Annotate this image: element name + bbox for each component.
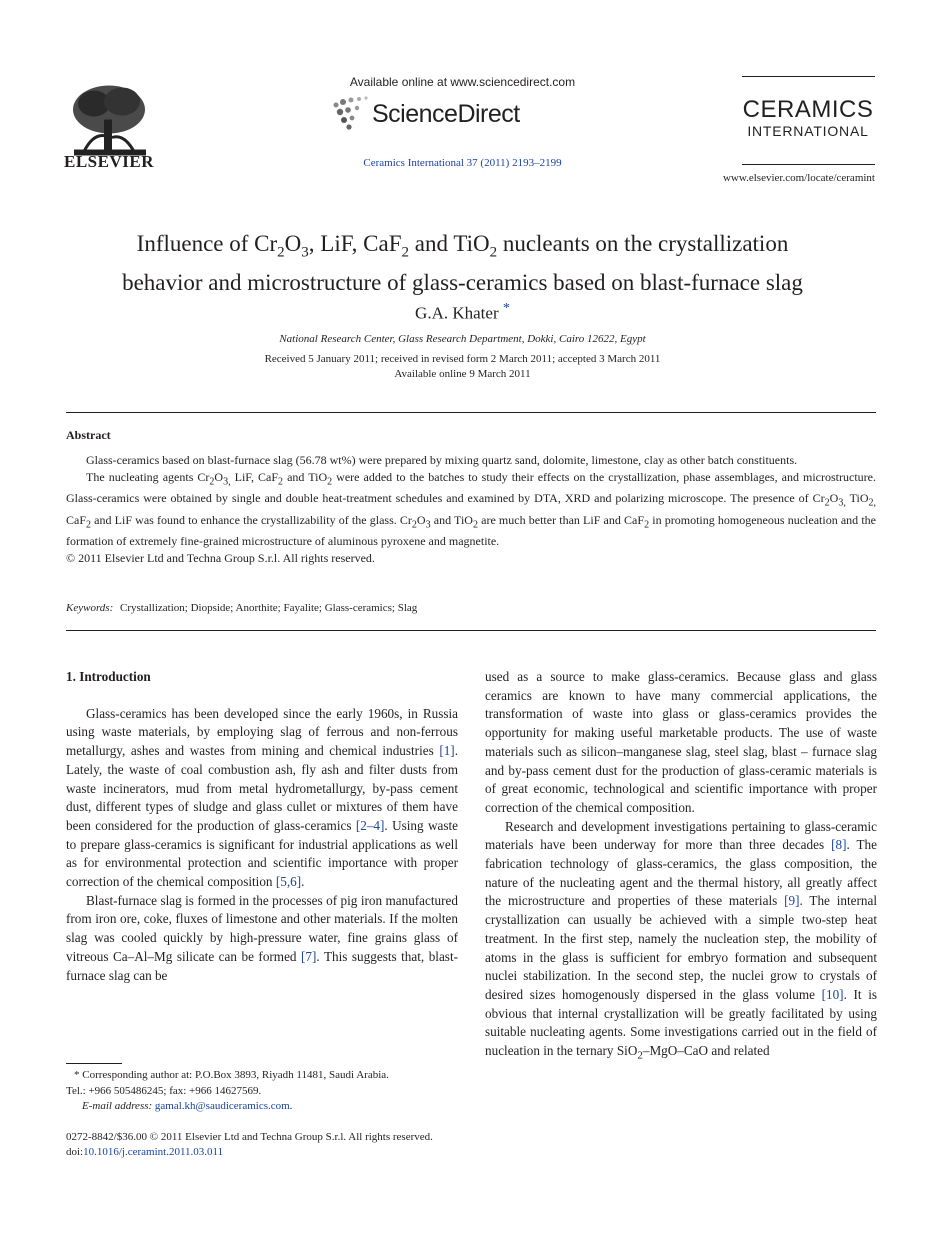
article-dates — [0, 352, 925, 382]
available-online: Available online at www.sciencedirect.com — [349, 75, 576, 89]
intro-paragraph-2-cont: used as a source to make glass-ceramics. Because glass and glass ceramics are known to have many commercial applications, the transformation of waste into glass or glass-ceramics provides the opportunity for making useful marketable products. The use of waste materials such as silicon–manganese slag, steel slag, blast – furnace slag and by-pass cement dust for the production of glass-ceramic materials is of great economic, technological and scientific importance with proper correction of the chemical composition. — [485, 669, 877, 815]
keywords-list: Crystallization; Diopside; Anorthite; Fayalite; Glass-ceramics; Slag — [120, 602, 418, 614]
footnote-email: E-mail address: gamal.kh@saudiceramics.com. — [82, 1100, 293, 1112]
page-header — [0, 0, 925, 195]
intro-p2b: . This suggests that, blast-furnace slag can be — [66, 948, 458, 983]
ref-link-8[interactable]: [8] — [831, 837, 847, 853]
journal-logo-bottom-rule — [742, 164, 875, 165]
intro-p1c: . Using waste to prepare glass-ceramics is significant for industrial applications as well as for environmental protection and scientific importance with proper correction of the chemical composition — [66, 817, 458, 890]
intro-paragraph-3: Research and development investigations pertaining to glass-ceramic materials have been underway for more than three decades [8]. The fabrication technology of glass-ceramics, the glass composition, the nature of the nucleating agent and the thermal history, all greatly affect the microstructure and properties of these materials [9]. The internal crystallization can usually be achieved with a simple two-step heat treatment. In the first step, namely the nucleation step, the mobility of atoms in the glass is sufficient for embryo formation and subsequent nuclei stabilization. In the second step, the nuclei grow to crystals of desired sizes homogenously dispersed in the glass volume [10]. It is obvious that internal crystallization will be greatly facilitated by using suitable nucleating agents. Some investigations carried out in the field of nucleation in the ternary SiO$_2$–MgO–CaO and related — [485, 818, 878, 1062]
ref-link-10[interactable]: [10] — [821, 986, 844, 1002]
intro-r2e: –MgO–CaO and related — [642, 1043, 770, 1059]
intro-p2a: Blast-furnace slag is formed in the processes of pig iron manufactured from iron ore, coke, fluxes of limestone and other materials. If the molten slag was cooled quickly by high-pressure water, fine grains glass of vitreous Ca–Al–Mg silicate can be formed — [66, 892, 458, 964]
intro-paragraph-2 — [66, 892, 458, 986]
email-link[interactable]: gamal.kh@saudiceramics.com — [154, 1100, 290, 1112]
abstract-p2-end: in promoting homogeneous nucleation and the formation of extremely fine-grained microstructure of aluminous pyroxene and magnetite. — [66, 512, 877, 549]
footnote-line2: Tel.: +966 505486245; fax: +966 14627569. — [66, 1084, 262, 1097]
ref-link-5-6[interactable]: [5,6] — [275, 874, 302, 890]
intro-p1b: . Lately, the waste of coal combustion ash, fly ash and filter dusts from waste incinerators, mud from metal hydrometallurgy, by-pass cement dust, different types of sludge and glass cullet or mixtures of them have been considered for the production of glass-ceramics — [66, 743, 458, 833]
journal-logo — [740, 97, 876, 139]
sciencedirect-logo: ScienceDirect — [372, 100, 520, 128]
journal-url: www.elsevier.com/locate/ceramint — [722, 172, 875, 184]
ref-link-9[interactable]: [9] — [784, 893, 800, 909]
abstract-copyright-text: 2011 Elsevier Ltd and Techna Group S.r.l. All rights reserved. — [78, 551, 375, 566]
footnote-rule — [66, 1063, 122, 1064]
author-footnote-mark[interactable]: * — [502, 300, 510, 316]
footnote-line1: * Corresponding author at: P.O.Box 3893, Riyadh 11481, Saudi Arabia. — [74, 1069, 389, 1081]
abstract-heading: Abstract — [66, 428, 111, 442]
abstract-top-rule — [66, 412, 876, 413]
title-line1: Influence of $Cr_2O_3$, LiF, CaF$_2$ and TiO$_2$ nucleants on the crystallization — [136, 231, 789, 261]
journal-logo-top-rule — [742, 76, 875, 77]
intro-r2d: . It is obvious that internal crystallization will be greatly facilitated by using suitable nucleating agents. Some investigations carried out in the field of nucleation in the ternary SiO — [485, 986, 878, 1059]
intro-p1a: Glass-ceramics has been developed since the early 1960s, in Russia using waste materials, by employing slag of ferrous and non-ferrous metallurgy, ashes and wastes from mining and chemical industries — [66, 705, 458, 759]
keywords — [66, 602, 417, 614]
footnote — [66, 1068, 466, 1115]
page-footer — [66, 1130, 433, 1160]
affiliation: National Research Center, Glass Research Department, Dokki, Cairo 12622, Egypt — [279, 333, 646, 345]
abstract-bottom-rule — [66, 630, 876, 631]
title-line2: behavior and microstructure of glass-ceramics based on blast-furnace slag — [122, 269, 803, 295]
ref-link-1[interactable]: [1] — [439, 743, 455, 759]
journal-logo-line1: CERAMICS — [742, 96, 874, 123]
doi-link[interactable]: 10.1016/j.ceramint.2011.03.011 — [83, 1146, 224, 1158]
copyright-icon: © — [66, 551, 76, 566]
doi-label: doi: — [66, 1146, 84, 1158]
article-title — [40, 229, 885, 298]
ref-link-7[interactable]: [7] — [301, 948, 317, 964]
copyright-icon: © — [149, 1131, 159, 1143]
abstract-copyright — [66, 550, 876, 567]
ref-link-2-4[interactable]: [2–4] — [355, 817, 385, 833]
footer-doi-line — [66, 1145, 433, 1160]
publisher-name: ELSEVIER — [64, 152, 154, 171]
body-column-left — [66, 668, 458, 985]
abstract-p2: The nucleating agents $Cr_2O_{3,}$ LiF, CaF$_2$ and TiO$_2$ were added to the batches to study their effects on the crystallization, phase assemblages, and microstructure. Glass-ceramics were obtained by single and double heat-treatment schedules and examined by DTA, XRD and polarizing microscope. The presence of $Cr_2O_{3,}$ TiO$_{2,}$ CaF$_2$ and LiF was found to enhance the crystallizability of the glass. $Cr_2O_3$ and TiO$_2$ are much better than LiF and CaF$_2$ in promoting homogeneous nucleation and the formation of extremely fine-grained microstructure of aluminous pyroxene and magnetite. — [66, 470, 877, 549]
intro-r2b: . The fabrication technology of glass-ceramics, the glass composition, the nature of the nucleating agent and the thermal history, all greatly affect the microstructure and properties of these materials — [485, 837, 877, 909]
email-label: E-mail address: — [82, 1100, 153, 1112]
intro-r2c: . The internal crystallization can usually be achieved with a simple two-step heat treatment. In the first step, namely the nucleation step, the mobility of atoms in the glass is sufficient for embryo formation and subsequent nuclei stabilization. In the second step, the nuclei grow to crystals of desired sizes homogenously dispersed in the glass volume — [485, 893, 878, 1002]
abstract-body — [66, 452, 876, 567]
section-heading-introduction: 1. Introduction — [66, 669, 151, 684]
available-date: Available online 9 March 2011 — [394, 368, 531, 380]
sciencedirect-dots-icon — [330, 93, 370, 133]
author-line — [0, 300, 925, 324]
received-dates: Received 5 January 2011; received in revised form 2 March 2011; accepted 3 March 2011 — [264, 353, 661, 365]
journal-reference-link[interactable]: Ceramics International 37 (2011) 2193–2199 — [363, 157, 562, 169]
abstract-p1: Glass-ceramics based on blast-furnace slag (56.78 wt%) were prepared by mixing quartz sand, dolomite, limestone, clay as other batch constituents. — [86, 453, 798, 467]
journal-logo-line2: INTERNATIONAL — [747, 123, 869, 139]
footer-copyright: 2011 Elsevier Ltd and Techna Group S.r.l. All rights reserved. — [160, 1131, 433, 1143]
abstract-p2-mid: Glass-ceramics were obtained by single and double heat-treatment schedules and examined by DTA, XRD and polarizing microscope. The presence of — [66, 491, 809, 506]
author-name: G.A. Khater — [415, 303, 499, 323]
keywords-label: Keywords: — [66, 602, 114, 614]
footer-issn-line — [66, 1130, 433, 1145]
body-column-right — [485, 668, 877, 1065]
intro-paragraph-1: Glass-ceramics has been developed since the early 1960s, in Russia using waste materials, by employing slag of ferrous and non-ferrous metallurgy, ashes and wastes from mining and chemical industries [1]. Lately, the waste of coal combustion ash, fly ash and filter dusts from waste incinerators, mud from metal hydrometallurgy, by-pass cement dust, different types of sludge and glass cullet or mixtures of them have been considered for the production of glass-ceramics [2–4]. Using waste to prepare glass-ceramics is significant for industrial applications as well as for environmental protection and scientific importance with proper correction of the chemical composition [5,6]. — [66, 705, 458, 890]
intro-r2a: Research and development investigations pertaining to glass-ceramic materials have been underway for more than three decades — [485, 818, 877, 853]
issn: 0272-8842/$36.00 — [66, 1131, 147, 1143]
